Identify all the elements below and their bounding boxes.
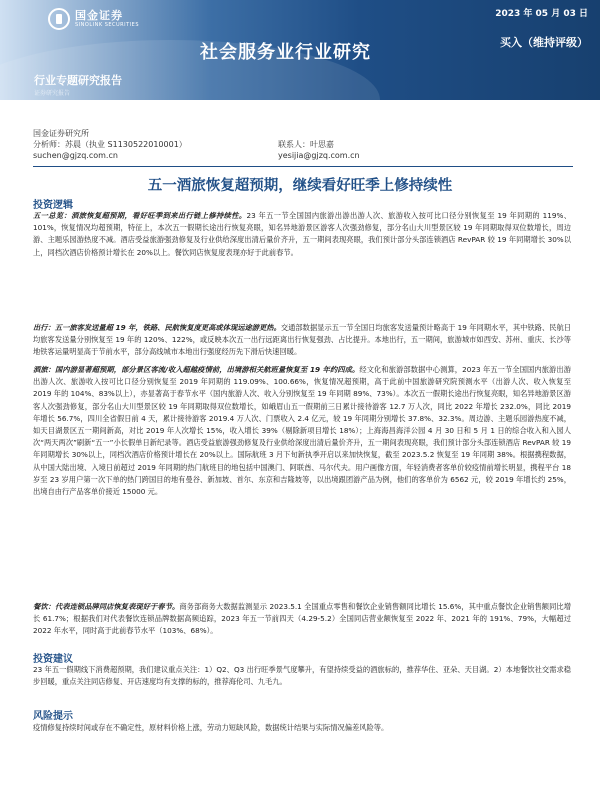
section-title-logic: 投资逻辑 xyxy=(33,200,73,211)
paragraph-lead: 出行：五一旅客发送量超 19 年，铁路、民航恢复度更高或体现远途游更热。 xyxy=(33,323,281,332)
section-title-advice: 投资建议 xyxy=(33,654,73,665)
report-headline: 五一酒旅恢复超预期，继续看好旺季上修持续性 xyxy=(147,178,453,194)
report-category: 证券研究报告 xyxy=(34,90,71,97)
analyst-email[interactable]: suchen@gjzq.com.cn xyxy=(33,151,118,160)
paragraph-hotel-tourism xyxy=(33,364,571,498)
logo-name-en: SINOLINK SECURITIES xyxy=(75,21,139,28)
rating-label: 买入（维持评级） xyxy=(500,36,588,49)
logo-name-cn: 国金证券 xyxy=(75,8,123,22)
contact-name: 联系人：叶思嘉 xyxy=(278,140,334,149)
paragraph-lead: 餐饮：代表连锁品牌同店恢复表现好于春节。 xyxy=(33,602,180,611)
header-banner xyxy=(0,0,600,100)
paragraph-catering xyxy=(33,601,571,638)
divider xyxy=(33,166,573,167)
contact-email[interactable]: yesijia@gjzq.com.cn xyxy=(278,151,360,160)
paragraph-advice: 23 年五一假期线下消费超预期，我们建议重点关注：1）Q2、Q3 出行旺季景气度攀升，有望持续受益的酒旅标的，推荐华住、亚朵、天目湖。2）本地餐饮社交需求稳步回暖，重点关注同店修复、开店速度均有支撑的标的，推荐海伦司、九毛九。 xyxy=(33,665,571,687)
paragraph-body: 商务部商务大数据监测显示 2023.5.1 全国重点零售和餐饮企业销售额同比增长 15.6%，其中重点餐饮企业销售额同比增长 61.7%；根据我们对代表餐饮连锁品牌数据高频追踪，2023 年五一节前四天（4.29-5.2）全国同店营业额恢复至 2022 年、2021 年的 191%、79%，大幅超过 2022 年水平，同时高于此前春节水平（103%、68%）。 xyxy=(33,602,571,636)
analyst-name: 分析师：苏晨（执业 S1130522010001） xyxy=(33,140,187,149)
paragraph-body: 交通部数据显示五一节全国日均旅客发送量预计略高于 19 年同期水平，其中铁路、民航日均旅客发送量分别恢复至 19 年的 120%、122%，或反映本次五一出行远距离出行恢复强劲、占比提升。本地出行，五一期间，旅游城市如西安、苏州、重庆、长沙等地铁客运量明显高于节前水平，部分高线城市本地出行强度经历先下滑后快速回暖。 xyxy=(33,323,572,357)
paragraph-overview xyxy=(33,210,571,259)
research-org: 国金证券研究所 xyxy=(33,129,89,138)
author-block xyxy=(33,128,573,161)
paragraph-lead: 酒旅：国内游显著超预期，部分景区客流/收入超越疫情前，出境游相关航班量恢复至 19 年约四成。 xyxy=(33,365,360,374)
paragraph-body: 经文化和旅游部数据中心测算，2023 年五一节全国国内旅游出游出游人次、旅游收入按可比口径分别恢复至 2019 年同期的 119.09%、100.66%，恢复情况超预期，高于此前中国旅游研究院预测水平（出游人次、收入恢复至 2019 年的 104%、83%以上），亦显著高于春节水平（国内旅游人次、收入分别恢复至 19 年同期 89%、73%）。本次五一假期长途出行恢复亮眼，知名异地游景区游客人次强劲修复，部分名山大川型景区较 19 年同期取得双位数增长，如峨眉山五一假期前三日累计接待游客 12.7 万人次，同比 2022 年增长 232.0%，同比 2019 年增长 56.7%，四川全省假日前 4 天，累计接待游客 2019.4 万人次、门票收入 2.4 亿元，较 19 年同期分别增长 37.8%、32.3%。周边游、主题乐园游热度不减，如天目湖景区五一期间新高，对比 2019 年人次增长 15%，收入增长 39%（剔除新项目增长 18%）；上海海昌海洋公园 4 月 30 日和 5 月 1 日的综合收入和入园人次“两天两次”刷新“五一”小长假单日新纪录等。酒店受益旅游强劲修复及行业供给深度出清后量价齐升，五一期间表现亮眼，我们预计部分头部连锁酒店 RevPAR 较 19 年同期增长 30%以上，同档次酒店价格预计增长在 20%以上。国际航班 3 月下旬新执季开启以来加快恢复，截至 2023.5.2 恢复至 19 年同期 38%。根据携程数据，从中国大陆出境、入境日前超过 2019 年同期的热门航班目的地包括中国澳门、阿联酋、马尔代夫。用户画像方面，年轻消费者客单价较疫情前增长明显，携程平台 18 岁至 23 岁用户第一次下单的热门跨国目的地有曼谷、新加坡、首尔、东京和吉隆坡等，以出境跟团游产品为例，他们的客单价为 6562 元，较 2019 年增长约 25%，出境自由行产品客单价接近 15000 元。 xyxy=(33,365,571,497)
paragraph-body: 23 年五一节全国国内旅游出游出游人次、旅游收入按可比口径分别恢复至 19 年同期的 119%、101%，恢复情况均超预期，特征上，本次五一假期长途出行恢复亮眼，知名异地游景区游客人次强劲修复，部分名山大川型景区较 19 年同期取得双位数增长，周边游、主题乐园游热度不减。酒店受益旅游强劲修复及行业供给深度出清后量价齐升，五一期间表现亮眼，我们预计部分头部连锁酒店 RevPAR 较 19 年同期增长 30%以上，同档次酒店价格预计增长在 20%以上。餐饮同店恢复度表现亦好于此前春节。 xyxy=(33,211,571,257)
logo-icon xyxy=(48,8,70,30)
paragraph-risk: 疫情修复持续时间或存在不确定性，原材料价格上涨，劳动力短缺风险，数据统计结果与实际情况偏差风险等。 xyxy=(33,723,389,732)
section-title-risk: 风险提示 xyxy=(33,711,73,722)
paragraph-travel xyxy=(33,322,571,359)
report-type: 行业专题研究报告 xyxy=(34,74,122,87)
paragraph-lead: 五一总览：酒旅恢复超预期，看好旺季到来出行链上修持续性。 xyxy=(33,211,247,220)
report-date: 2023 年 05 月 03 日 xyxy=(495,9,588,19)
company-logo xyxy=(48,8,139,30)
industry-title: 社会服务业行业研究 xyxy=(200,42,371,63)
